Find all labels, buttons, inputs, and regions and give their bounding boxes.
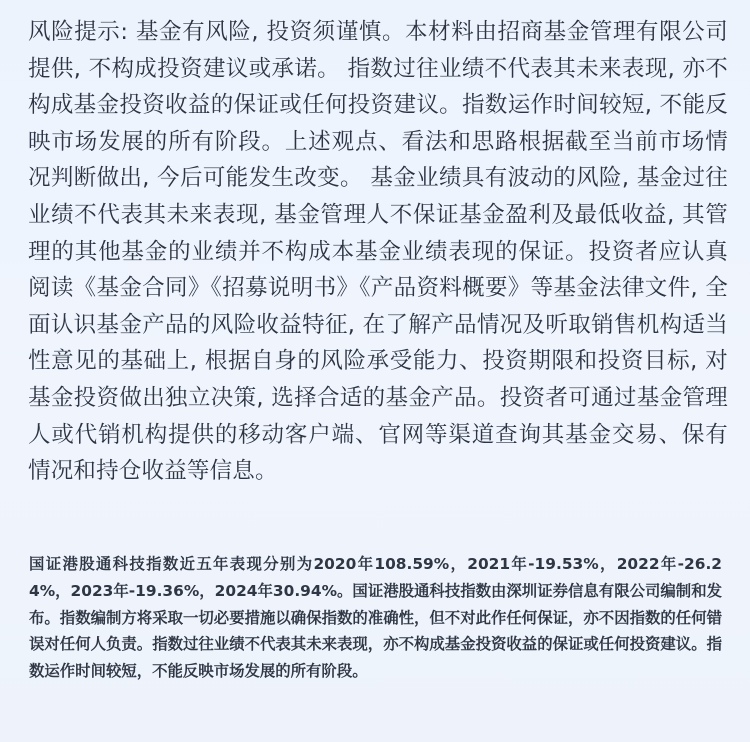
index-performance-note: 国证港股通科技指数近五年表现分别为2020年108.59%，2021年-19.53%，2022年-26.24%，2023年-19.36%，2024年30.94%。国证港股通科技指数由深圳证券信息有限公司编制和发布。指数编制方将采取一切必要措施以确保指数的准确性，但不对此作任何保证，亦不因指数的任何错误对任何人负责。指数过往业绩不代表其未来表现，亦不构成基金投资收益的保证或任何投资建议。指数运作时间较短，不能反映市场发展的所有阶段。 [29,555,722,681]
risk-disclaimer-paragraph: 风险提示: 基金有风险, 投资须谨慎。本材料由招商基金管理有限公司提供, 不构成投资建议或承诺。 指数过往业绩不代表其未来表现, 亦不构成基金投资收益的保证或任何投资建议。指数运作时间较短, 不能反映市场发展的所有阶段。上述观点、看法和思路根据截至当前市场情况判断做出, 今后可能发生改变。 基金业绩具有波动的风险, 基金过往业绩不代表其未来表现, 基金管理人不保证基金盈利及最低收益, 其管理的其他基金的业绩并不构成本基金业绩表现的保证。投资者应认真阅读《基金合同》《招募说明书》《产品资料概要》等基金法律文件, 全面认识基金产品的风险收益特征, 在了解产品情况及听取销售机构适当性意见的基础上, 根据自身的风险承受能力、投资期限和投资目标, 对基金投资做出独立决策, 选择合适的基金产品。投资者可通过基金管理人或代销机构提供的移动客户端、官网等渠道查询其基金交易、保有情况和持仓收益等信息。 [28,19,728,485]
